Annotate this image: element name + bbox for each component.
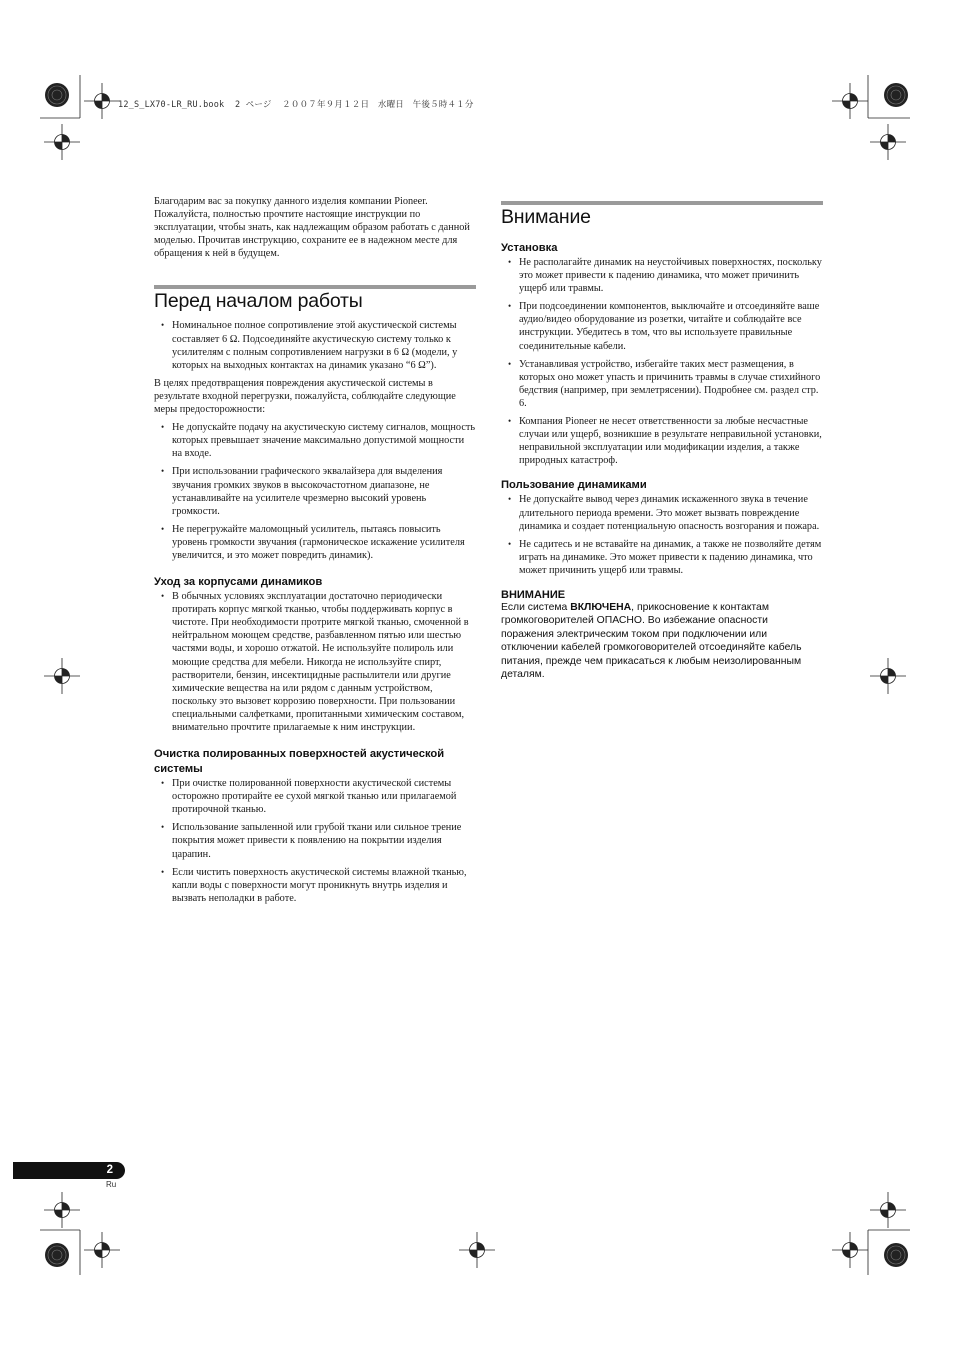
bottom-center-mark [459, 1232, 495, 1268]
list-item: • Не допускайте подачу на акустическую систему сигналов, мощность которых превышает значение максимально допустимой мощности на входе. [154, 421, 476, 460]
list-item: • Если чистить поверхность акустической системы влажной тканью, капли воды с поверхности могут проникнуть внутрь изделия и вызвать неполадки в работе. [154, 866, 476, 905]
install-list [501, 256, 823, 467]
list-item: • При подсоединении компонентов, выключайте и отсоединяйте ваше аудио/видео оборудование из розетки, читайте и соблюдайте все инструкции. Убедитесь в том, что вы используете правильные соединительные кабели. [501, 300, 823, 352]
list-item: • Номинальное полное сопротивление этой акустической системы составляет 6 Ω. Подсоединяйте акустическую систему только к усилителям с полным сопротивлением нагрузки в 6 Ω (модели, у которых на выходных контактах на динамик указано “6 Ω”). [154, 319, 476, 371]
top-left-marks [40, 75, 120, 160]
left-column [154, 195, 476, 910]
print-header: 12_S_LX70-LR_RU.book 2 ページ ２００７年９月１２日 水曜日 午後５時４１分 [118, 100, 474, 110]
list-item: • Использование запыленной или грубой ткани или сильное трение покрытия может привести к появлению на покрытии изделия царапин. [154, 821, 476, 860]
mid-left-mark [44, 658, 80, 694]
list-item: • Не перегружайте маломощный усилитель, пытаясь повысить уровень громкости звучания (гармоническое искажение усилителя увеличится, и это может повредить динамик). [154, 523, 476, 562]
list-item: • Компания Pioneer не несет ответственности за любые несчастные случаи или ущерб, возникшие в результате неправильной установки, неправильной эксплуатации или модификации изделия, а также природных катастроф. [501, 415, 823, 467]
install-title: Установка [501, 242, 558, 254]
care-list [154, 590, 476, 734]
list-item: • Не допускайте вывод через динамик искаженного звука в течение длительного периода времени. Это может вызвать повреждение динамика и создает потенциальную опасность возгорания и пожара. [501, 493, 823, 532]
list-item: • При очистке полированной поверхности акустической системы осторожно протирайте ее сухой мягкой тканью или прилагаемой протирочной тканью. [154, 777, 476, 816]
page-number: 2 [106, 1164, 113, 1176]
mid-right-mark [870, 658, 906, 694]
warning-text: Если система ВКЛЮЧЕНА, прикосновение к контактам громкоговорителей ОПАСНО. Во избежание опасности поражения электрическим током при подключении или отключении кабелей громкоговорителей отсоединяйте кабель питания, прежде чем прикасаться к любым неизолированным деталям. [501, 601, 802, 680]
list-item: • При использовании графического эквалайзера для выделения звучания громких звуков в высокочастотном диапазоне, не устанавливайте на усилителе чрезмерно высокий уровень громкости. [154, 465, 476, 517]
section-rule [154, 285, 476, 289]
section-title-before-use: Перед началом работы [154, 290, 363, 313]
section-title-caution: Внимание [501, 206, 591, 228]
warning-title: ВНИМАНИЕ [501, 588, 566, 601]
list-item: • Не располагайте динамик на неустойчивых поверхностях, поскольку это может привести к падению динамика, что может причинить ущерб или травмы. [501, 256, 823, 295]
section-rule [501, 201, 823, 205]
overload-paragraph: В целях предотвращения повреждения акустической системы в результате входной перегрузки, пожалуйста, соблюдайте следующие меры предосторожности: [154, 377, 456, 416]
language-code: Ru [106, 1180, 117, 1189]
polish-list [154, 777, 476, 905]
page-number-tab [13, 1162, 125, 1179]
overload-list [154, 421, 476, 562]
warning-emphasis: ВКЛЮЧЕНА [570, 601, 632, 613]
polish-title: Очистка полированных поверхностей акустической системы [154, 748, 445, 776]
usage-title: Пользование динамиками [501, 479, 647, 492]
care-title: Уход за корпусами динамиков [154, 576, 323, 589]
bottom-right-marks [832, 1192, 910, 1275]
intro-paragraph: Благодарим вас за покупку данного изделия компании Pioneer. Пожалуйста, полностью прочтите настоящие инструкции по эксплуатации, чтобы знать, как надлежащим образом работать с данной моделью. Прочитав инструкцию, сохраните ее в надежном месте для обращения к ней в будущем. [154, 196, 470, 260]
impedance-list [154, 319, 476, 371]
top-right-marks [832, 75, 910, 160]
bottom-left-marks [40, 1192, 120, 1275]
list-item: • В обычных условиях эксплуатации достаточно периодически протирать корпус мягкой тканью, чтобы поддерживать корпус в чистоте. При необходимости протрите мягкой тканью, смоченной в нейтральном моющем средстве, разбавленном пятью или шестью частями воды, и хорошо отжатой. Не используйте полироль или моющие средства для мебели. Никогда не используйте спирт, растворители, бензин, инсектицидные распылители или другие химические вещества на или рядом с данным устройством, поскольку это вызовет коррозию поверхности. При пользовании специальными салфетками, пропитанными химическим составом, внимательно прочтите прилагаемые к ним инструкции. [154, 590, 476, 734]
list-item: • Не садитесь и не вставайте на динамик, а также не позволяйте детям играть на динамике. Это может привести к падению динамика, что может причинить ущерб или травмы. [501, 538, 823, 577]
right-column [501, 201, 823, 681]
usage-list [501, 493, 823, 577]
list-item: • Устанавливая устройство, избегайте таких мест размещения, в которых оно может упасть и причинить травмы в случае стихийного бедствия (например, при землетрясении). Подробнее см. раздел стр. 6. [501, 358, 823, 410]
